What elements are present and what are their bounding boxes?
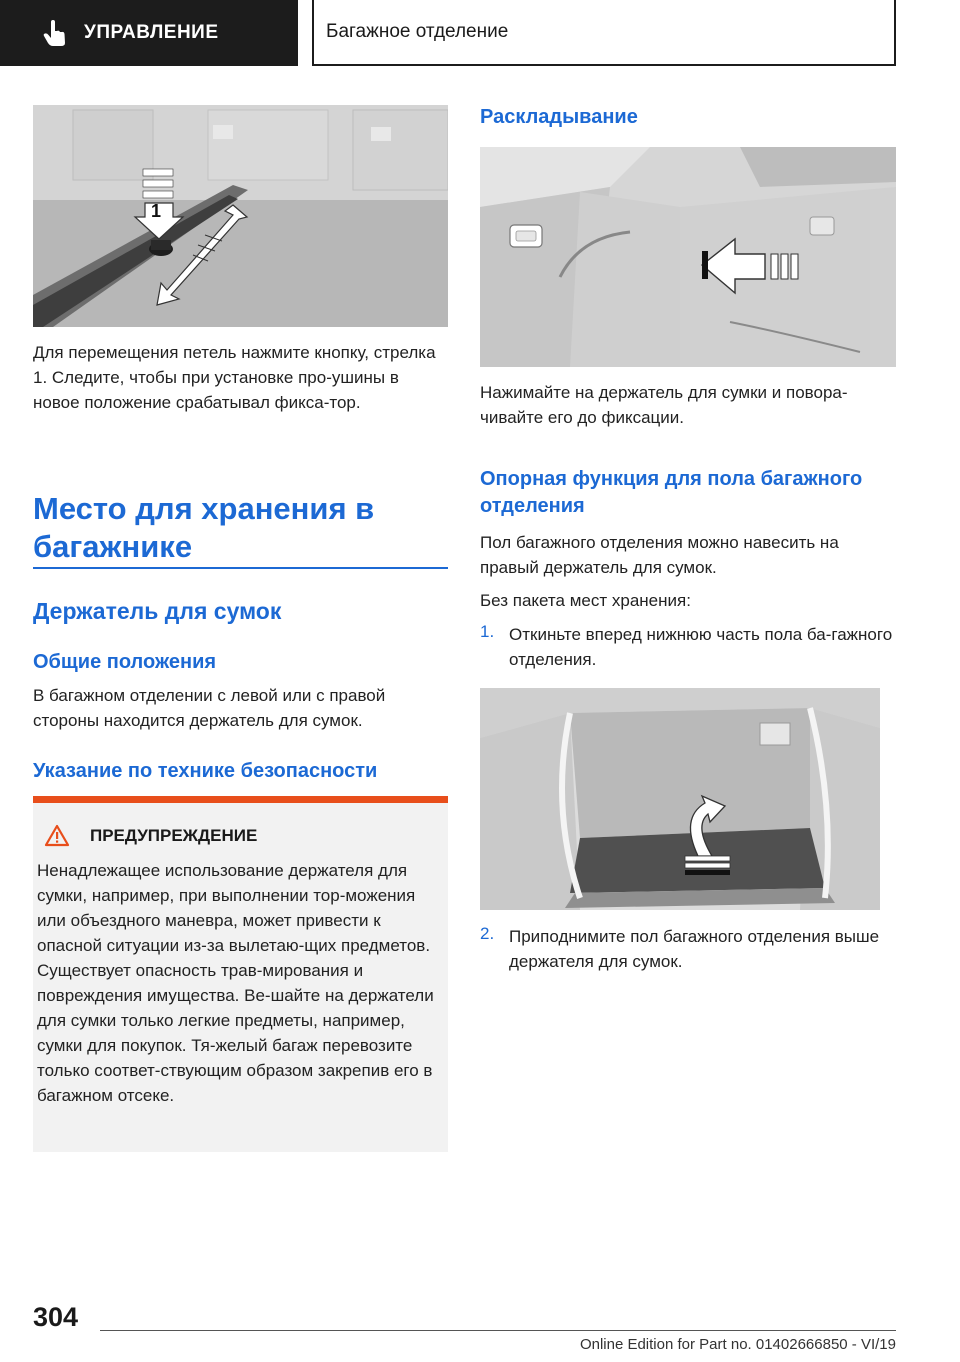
step-2-text: Приподнимите пол багажного отделения выше держателя для сумок. — [509, 927, 880, 971]
trunk-floor-photo — [480, 688, 880, 910]
section-label: УПРАВЛЕНИЕ — [84, 22, 219, 43]
section-tab — [0, 0, 298, 66]
unfold-heading: Раскладывание — [480, 106, 638, 128]
warning-triangle-icon — [44, 824, 74, 848]
step-1-text: Откиньте вперед нижнюю часть пола ба-гажного отделения. — [509, 625, 893, 669]
warning-text: Ненадлежащее использование держателя для сумки, например, при выполнении тор-можения или объездного маневра, может привести к опасной ситуации из-за вылетаю-щих предметов. Существует опасность трав-мирования и повреждения имущества. Ве-шайте на держатели для сумки только легкие предметы, например, сумки для покупок. Тя-желый багаж перевозите только соответ-ствующим образом закрепив его в багажном отсеке. — [37, 861, 434, 1105]
support-heading: Опорная функция для пола багажного отделения — [480, 468, 863, 517]
support-text: Пол багажного отделения можно навесить на правый держатель для сумок. — [480, 533, 839, 577]
step-2-number: 2. — [480, 924, 495, 943]
chapter-label: Багажное отделение — [326, 21, 509, 42]
warning-box — [33, 796, 448, 1152]
general-heading: Общие положения — [33, 651, 217, 673]
page-number: 304 — [33, 1302, 79, 1332]
rail-button-photo — [33, 105, 448, 327]
touch-hand-icon — [40, 18, 70, 48]
step-1-number: 1. — [480, 622, 495, 641]
chapter-tab — [312, 0, 896, 66]
storage-heading-rule — [33, 567, 448, 569]
side-trim-photo — [480, 147, 896, 367]
warning-bar — [33, 796, 448, 803]
footer-edition: Online Edition for Part no. 01402666850 - VI/19 — [579, 1336, 896, 1353]
unfold-text: Нажимайте на держатель для сумки и повора-чивайте его до фиксации. — [480, 383, 848, 427]
footer-rule — [100, 1330, 896, 1331]
bag-holder-heading: Держатель для сумок — [33, 598, 282, 624]
storage-heading: Место для хранения в багажнике — [33, 491, 375, 564]
warning-title: ПРЕДУПРЕЖДЕНИЕ — [90, 826, 258, 845]
warning-title-row — [44, 824, 257, 848]
general-text: В багажном отделении с левой или с правой стороны находится держатель для сумок. — [33, 686, 386, 730]
safety-heading: Указание по технике безопасности — [33, 760, 378, 782]
rail-caption: Для перемещения петель нажмите кнопку, стрелка 1. Следите, чтобы при установке про-ушины в новое положение срабатывал фикса-тор. — [33, 343, 436, 412]
page-header — [0, 0, 960, 66]
photo-marker-label: 1 — [151, 201, 162, 221]
no-pack-text: Без пакета мест хранения: — [480, 591, 691, 610]
